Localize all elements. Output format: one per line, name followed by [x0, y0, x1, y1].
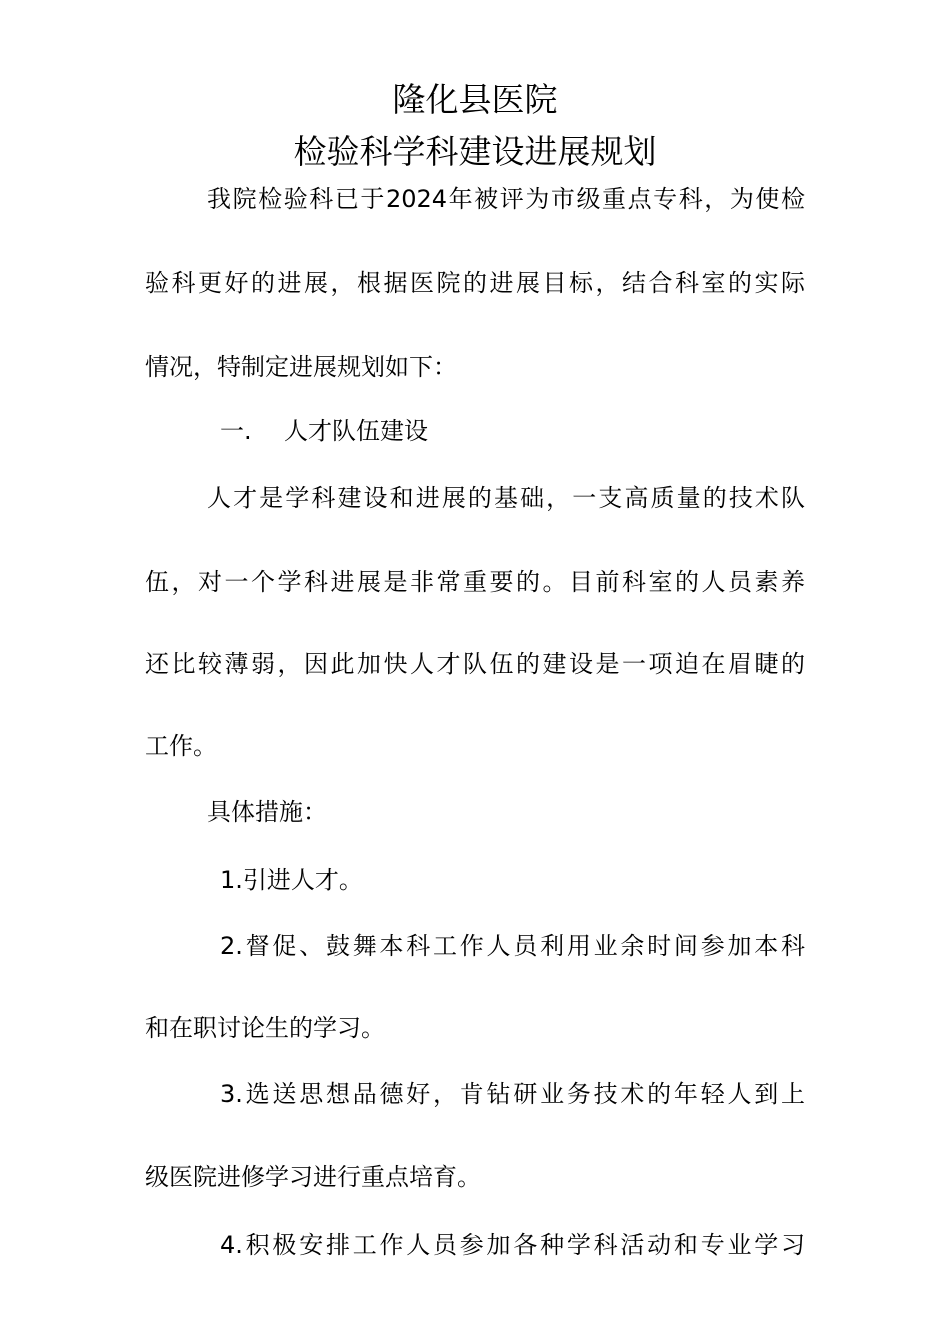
section1-body-line-2: 伍，对一个学科进展是非常重要的。目前科室的人员素养 — [145, 568, 805, 596]
measure-item-1: 1.引进人才。 — [220, 866, 363, 894]
section-title: 人才队伍建设 — [284, 417, 428, 445]
intro-line-2: 验科更好的进展，根据医院的进展目标，结合科室的实际 — [145, 269, 805, 297]
document-title-plan: 检验科学科建设进展规划 — [293, 132, 657, 171]
intro-line-3: 情况，特制定进展规划如下： — [145, 353, 457, 381]
section1-body-line-1: 人才是学科建设和进展的基础，一支高质量的技术队 — [207, 484, 805, 512]
section1-body-line-3: 还比较薄弱，因此加快人才队伍的建设是一项迫在眉睫的 — [145, 650, 805, 678]
section-heading-talent — [145, 415, 805, 447]
section-number: 一. — [220, 417, 252, 445]
section1-body-line-4: 工作。 — [145, 732, 217, 760]
measures-label: 具体措施： — [207, 798, 327, 826]
measure-item-3-continued: 级医院进修学习进行重点培育。 — [145, 1163, 481, 1191]
measure-item-2: 2.督促、鼓舞本科工作人员利用业余时间参加本科 — [220, 932, 805, 960]
measure-item-3: 3.选送思想品德好，肯钻研业务技术的年轻人到上 — [220, 1080, 805, 1108]
intro-line-1: 我院检验科已于2024年被评为市级重点专科，为使检 — [207, 185, 805, 213]
measure-item-2-continued: 和在职讨论生的学习。 — [145, 1014, 385, 1042]
document-title-hospital: 隆化县医院 — [392, 80, 558, 119]
measure-item-4: 4.积极安排工作人员参加各种学科活动和专业学习 — [220, 1231, 805, 1259]
